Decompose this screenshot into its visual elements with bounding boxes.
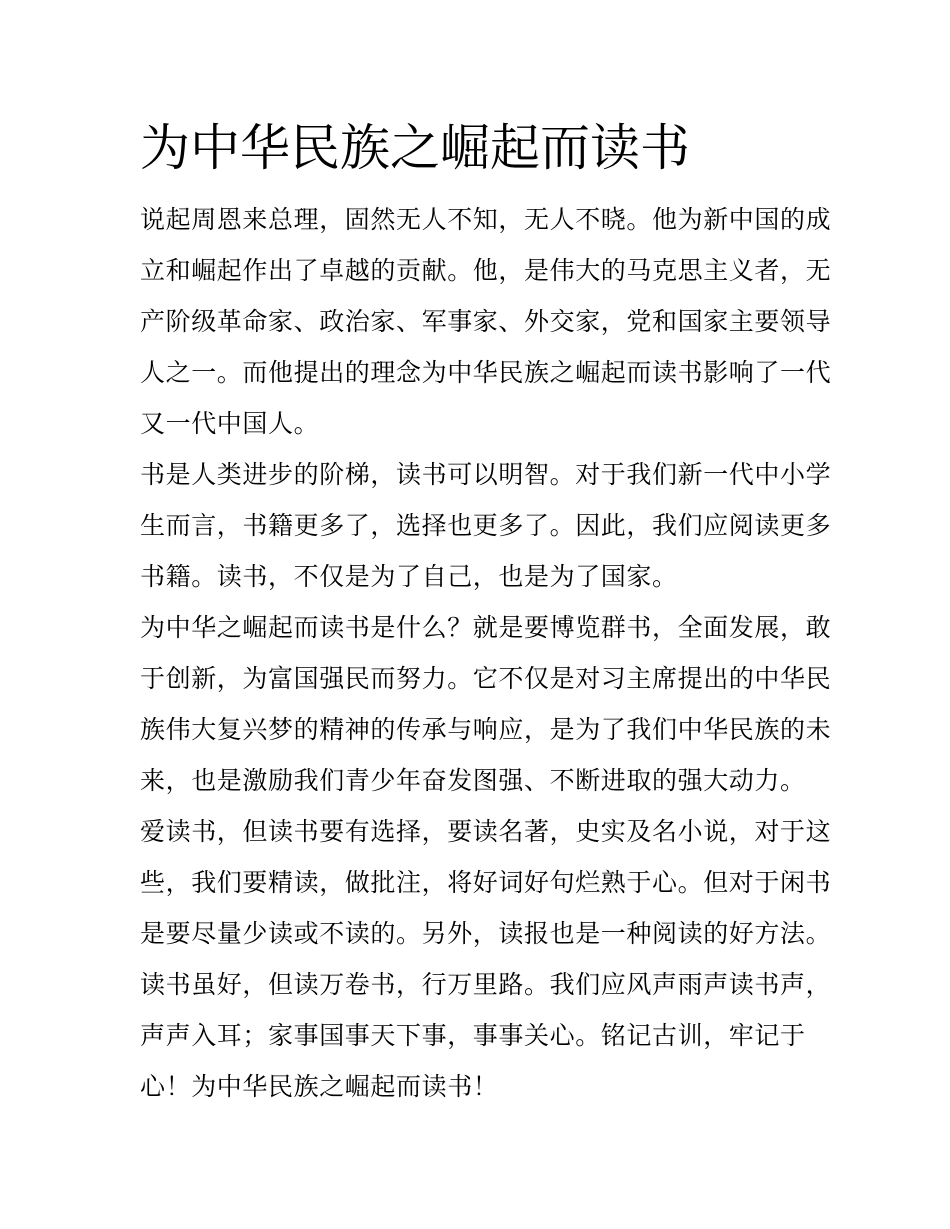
text-line: 又一代中国人。 <box>140 409 320 438</box>
text-line: 读书虽好，但读万卷书，行万里路。我们应风声雨声读书声， <box>140 970 832 999</box>
text-line: 声声入耳；家事国事天下事，事事关心。铭记古训，牢记于 <box>140 1021 806 1050</box>
text-line: 书籍。读书，不仅是为了自己，也是为了国家。 <box>140 562 678 591</box>
text-line: 些，我们要精读，做批注，将好词好句烂熟于心。但对于闲书 <box>140 868 832 897</box>
text-line: 族伟大复兴梦的精神的传承与响应，是为了我们中华民族的未 <box>140 715 832 744</box>
text-line: 生而言，书籍更多了，选择也更多了。因此，我们应阅读更多 <box>140 511 832 540</box>
text-line: 爱读书，但读书要有选择，要读名著，史实及名小说，对于这 <box>140 817 832 846</box>
text-line: 心！为中华民族之崛起而读书！ <box>140 1072 499 1101</box>
text-line: 于创新，为富国强民而努力。它不仅是对习主席提出的中华民 <box>140 664 832 693</box>
text-line: 为中华之崛起而读书是什么？就是要博览群书，全面发展，敢 <box>140 613 832 642</box>
document-title: 为中华民族之崛起而读书 <box>140 119 690 177</box>
text-line: 来，也是激励我们青少年奋发图强、不断进取的强大动力。 <box>140 766 806 795</box>
text-line: 人之一。而他提出的理念为中华民族之崛起而读书影响了一代 <box>140 358 832 387</box>
text-line: 产阶级革命家、政治家、军事家、外交家，党和国家主要领导 <box>140 307 832 336</box>
text-line: 书是人类进步的阶梯，读书可以明智。对于我们新一代中小学 <box>140 460 832 489</box>
text-line: 是要尽量少读或不读的。另外，读报也是一种阅读的好方法。 <box>140 919 832 948</box>
text-line: 说起周恩来总理，固然无人不知，无人不晓。他为新中国的成 <box>140 205 832 234</box>
text-line: 立和崛起作出了卓越的贡献。他，是伟大的马克思主义者，无 <box>140 256 832 285</box>
